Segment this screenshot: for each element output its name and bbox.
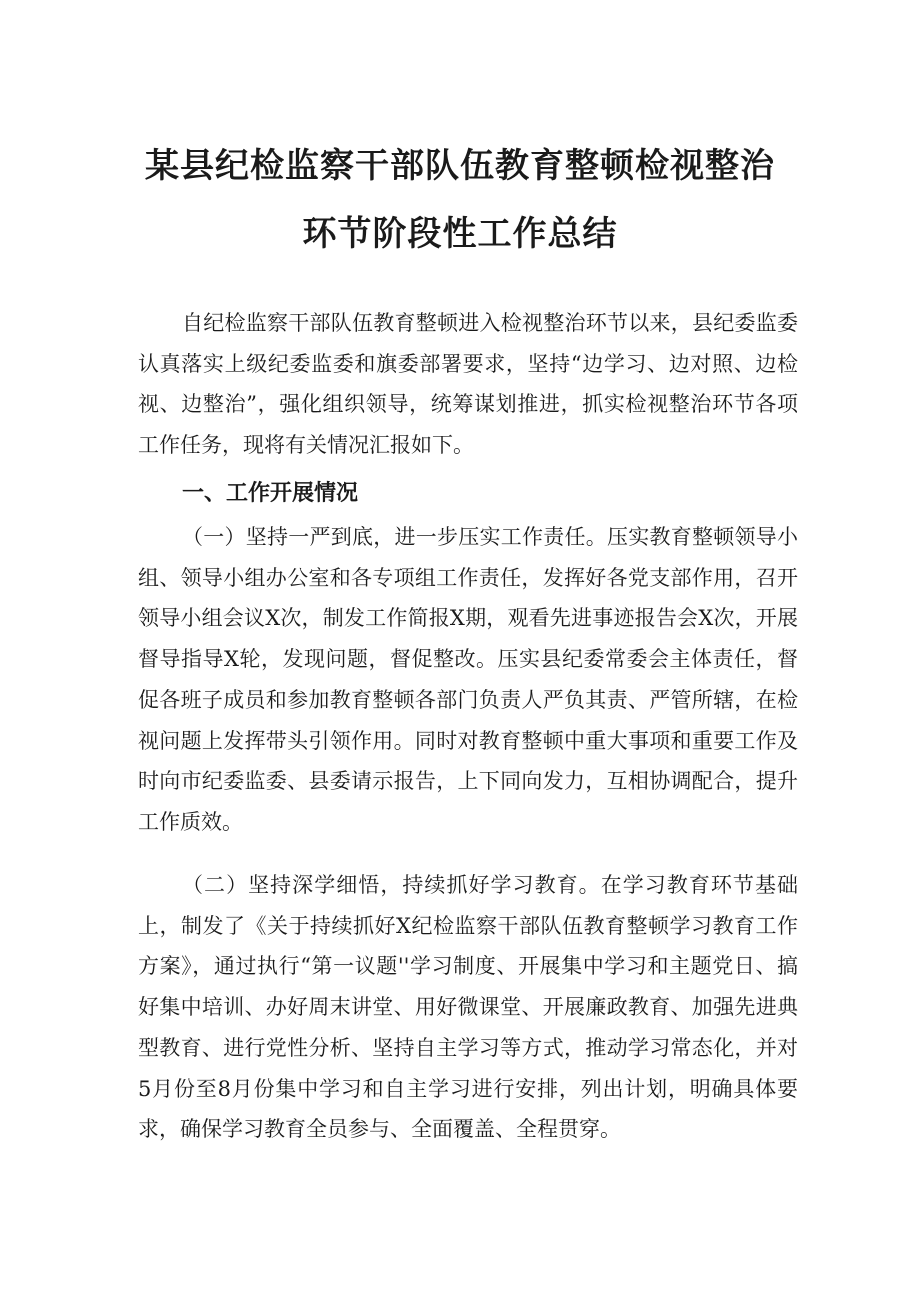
- paragraph-2: （二）坚持深学细悟，持续抓好学习教育。在学习教育环节基础上，制发了《关于持续抓好X纪检监察干部队伍教育整顿学习教育工作方案》，通过执行“第一议题''学习制度、开展集中学习和主题党日、搞好集中培训、办好周末讲堂、用好微课堂、开展廉政教育、加强先进典型教育、进行党性分析、坚持自主学习等方式，推动学习常态化，并对5月份至8月份集中学习和自主学习进行安排，列出计划，明确具体要求，确保学习教育全员参与、全面覆盖、全程贯穿。: [138, 873, 798, 1142]
- document-title-line2: 环节阶段性工作总结: [302, 214, 618, 254]
- paragraph-1-block: [138, 517, 798, 843]
- paragraph-2-block: [138, 865, 798, 1150]
- paragraph-1: （一）坚持一严到底，进一步压实工作责任。压实教育整顿领导小组、领导小组办公室和各专项组工作责任，发挥好各党支部作用，召开领导小组会议X次，制发工作简报X期，观看先进事迹报告会X次，开展督导指导X轮，发现问题，督促整改。压实县纪委常委会主体责任，督促各班子成员和参加教育整顿各部门负责人严负其责、严管所辖，在检视问题上发挥带头引领作用。同时对教育整顿中重大事项和重要工作及时向市纪委监委、县委请示报告，上下同向发力，互相协调配合，提升工作质效。: [138, 525, 798, 834]
- intro-paragraph-block: [138, 303, 798, 466]
- section-heading-1: 一、工作开展情况: [182, 481, 359, 506]
- intro-paragraph: 自纪检监察干部队伍教育整顿进入检视整治环节以来，县纪委监委认真落实上级纪委监委和旗委部署要求，坚持“边学习、边对照、边检视、边整治”，强化组织领导，统筹谋划推进，抓实检视整治环节各项工作任务，现将有关情况汇报如下。: [138, 311, 798, 458]
- document-title-line1: 某县纪检监察干部队伍教育整顿检视整治: [145, 146, 775, 186]
